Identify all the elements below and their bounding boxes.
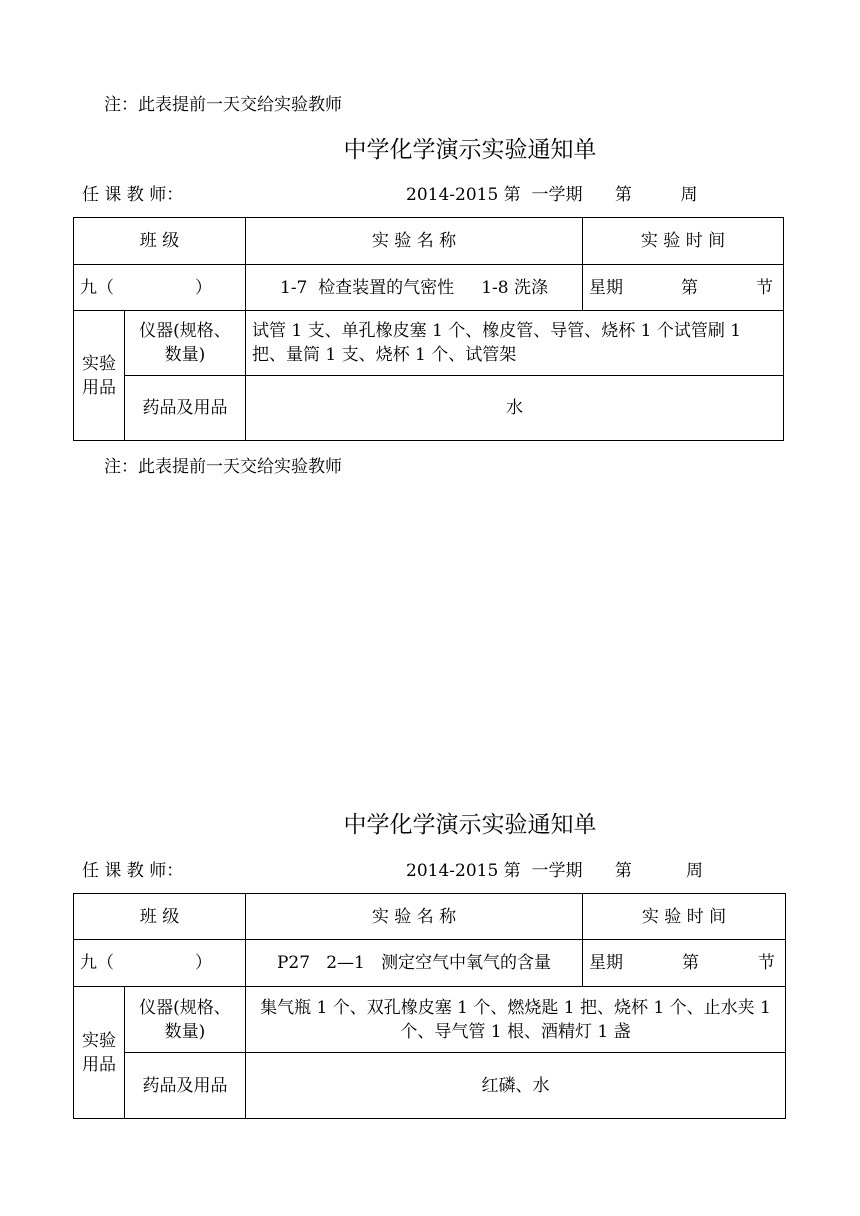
class-header: 班 级 [74,218,246,265]
notice-table [73,217,784,441]
teacher-label: 任 课 教 师： [82,861,184,881]
time-value [583,265,784,311]
chemicals-label: 药品及用品 [125,376,246,441]
chemicals-value: 水 [246,376,784,441]
class-value: 九（ ） [74,940,246,987]
instruments-label: 仪器(规格、数量) [125,987,246,1053]
experiment-name: P27 2—1 测定空气中氧气的含量 [246,940,583,987]
instruments-value: 集气瓶 1 个、双孔橡皮塞 1 个、燃烧匙 1 把、烧杯 1 个、止水夹 1 个、导气管 1 根、酒精灯 1 盏 [246,987,786,1053]
class-header: 班 级 [74,894,246,940]
time-header: 实 验 时 间 [583,218,784,265]
materials-side-label: 实验用品 [74,311,125,441]
form-title: 中学化学演示实验通知单 [343,137,597,163]
section-label: 节 [756,277,773,298]
experiment-header: 实 验 名 称 [246,218,583,265]
time-value [583,940,786,987]
teacher-label: 任 课 教 师： [82,185,184,205]
time-header: 实 验 时 间 [583,894,786,940]
weekday-label: 星期 [589,953,623,973]
class-value: 九（ ） [74,265,246,311]
materials-side-label: 实验用品 [74,987,125,1119]
note-text: 注：此表提前一天交给实验教师 [104,457,342,477]
instruments-value: 试管 1 支、单孔橡皮塞 1 个、橡皮管、导管、烧杯 1 个试管刷 1 把、量筒 1 支、烧杯 1 个、试管架 [246,311,784,376]
note-text: 注：此表提前一天交给实验教师 [104,95,342,115]
term-label: 2014-2015 第 一学期 第 周 [406,185,698,205]
notice-table [73,893,786,1119]
form-title: 中学化学演示实验通知单 [343,812,597,838]
weekday-label: 星期 [589,277,623,298]
experiment-header: 实 验 名 称 [246,894,583,940]
section-label: 节 [758,953,775,973]
chemicals-label: 药品及用品 [125,1053,246,1119]
chemicals-value: 红磷、水 [246,1053,786,1119]
period-label: 第 [681,277,698,298]
experiment-name: 1-7 检查装置的气密性 1-8 洗涤 [246,265,583,311]
instruments-label: 仪器(规格、数量) [125,311,246,376]
period-label: 第 [682,953,699,973]
term-label: 2014-2015 第 一学期 第 周 [406,861,703,881]
